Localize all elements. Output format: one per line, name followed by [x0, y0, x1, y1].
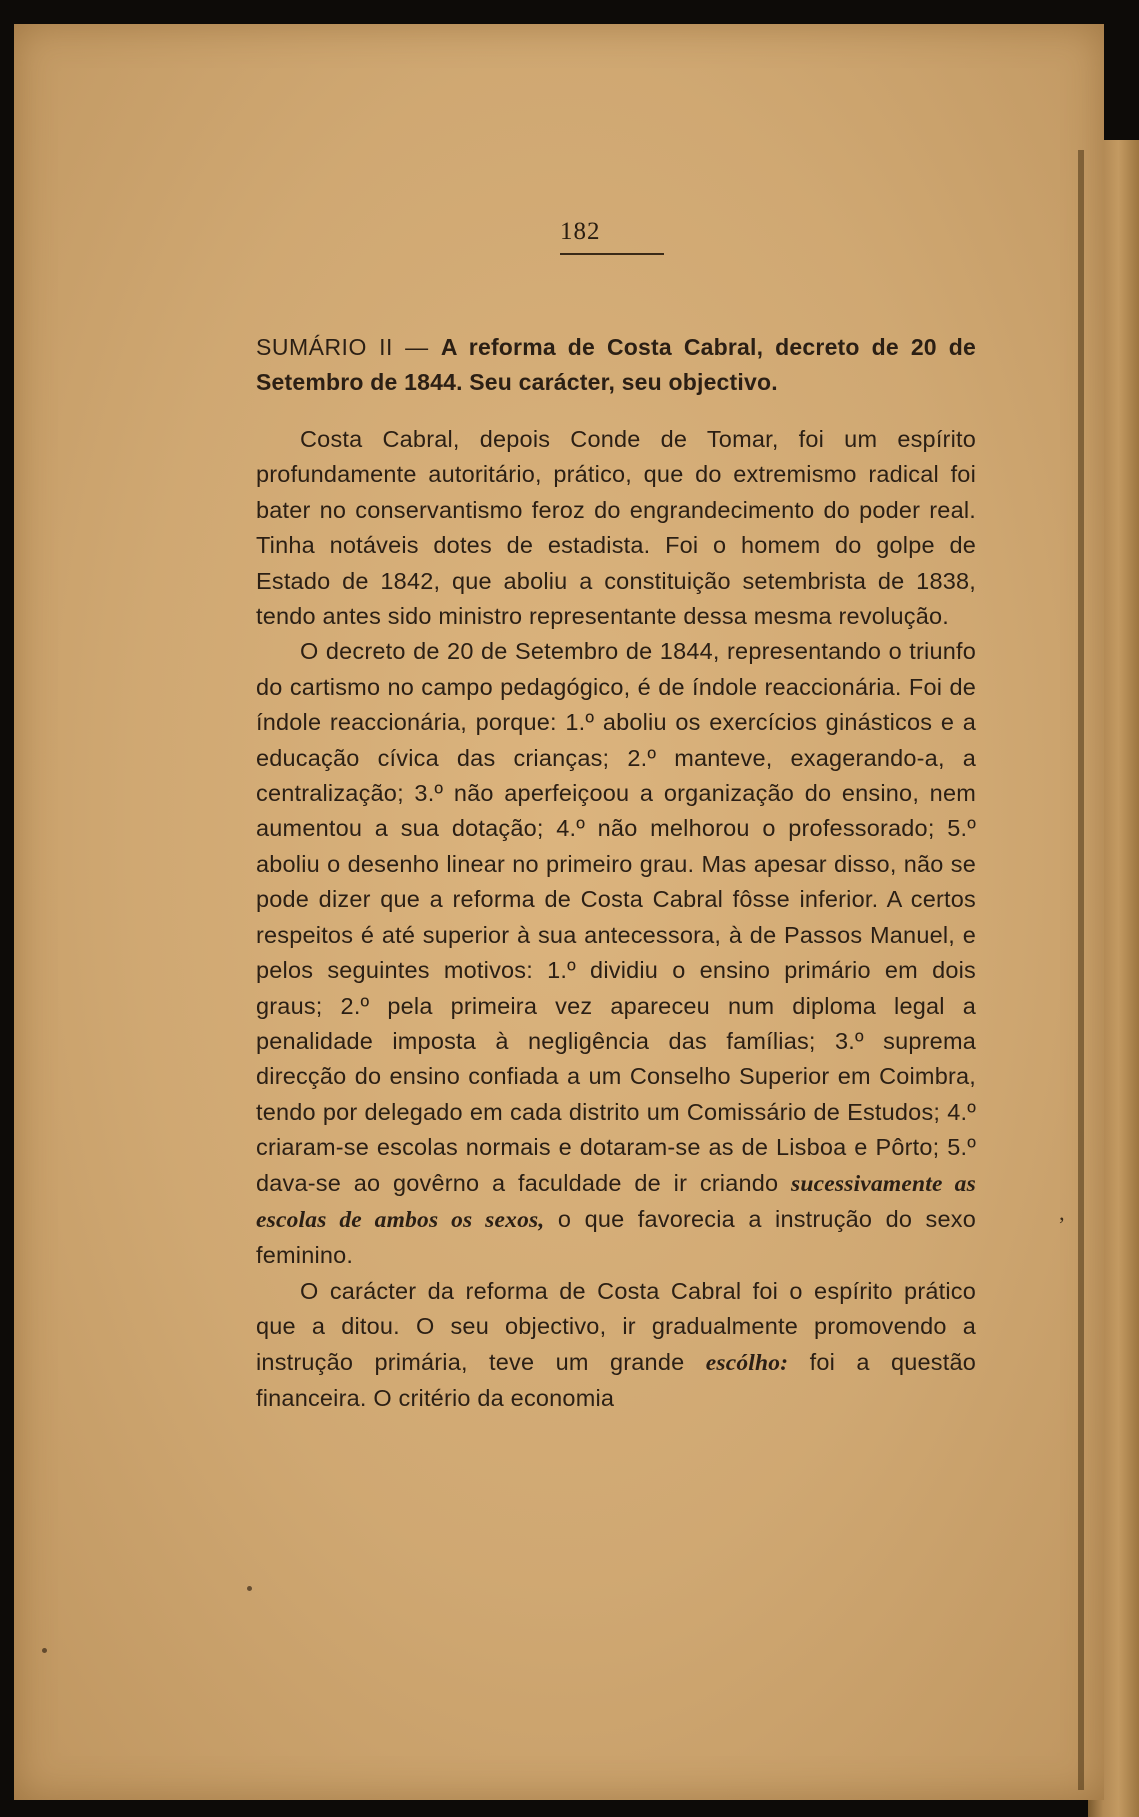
paper-speck: [42, 1648, 47, 1653]
page-body: [256, 330, 976, 1416]
paragraph-2: [256, 634, 976, 1273]
page-number-rule: [560, 253, 664, 255]
paragraph-3: [256, 1274, 976, 1417]
paragraph-2-italic: sucessivamente as escolas de ambos os sexos,: [256, 1170, 976, 1233]
paragraph-3-italic: escólho:: [705, 1349, 789, 1376]
page-number: 182: [560, 218, 601, 245]
paragraph-1: Costa Cabral, depois Conde de Tomar, foi um espírito profundamente autoritário, prático, que do extremismo radical foi bater no conservantismo feroz do engrandecimento do poder real. Tinha notáveis dotes de estadista. Foi o homem do golpe de Estado de 1842, que aboliu a constituição setembrista de 1838, tendo antes sido ministro representante dessa mesma revolução.: [256, 426, 976, 630]
summary-title: A reforma de Costa Cabral, decreto de 20 de Setembro de 1844. Seu carácter, seu objectivo.: [256, 334, 976, 395]
paragraph-3-end: foi a questão financeira. O critério da economia: [256, 1348, 976, 1411]
paper-speck: [247, 1586, 252, 1591]
margin-mark: ’: [1058, 1212, 1066, 1237]
summary-heading: [256, 330, 976, 400]
gutter-shadow: [1078, 150, 1084, 1790]
summary-label: SUMÁRIO II —: [256, 334, 441, 360]
paragraph-2-end: o que favorecia a instrução do sexo feminino.: [256, 1205, 976, 1269]
paragraph-2-text: O decreto de 20 de Setembro de 1844, representando o triunfo do cartismo no campo pedagógico, é de índole reaccionária. Foi de índole reaccionária, porque: 1.º aboliu os exercícios ginásticos e a educação cívica das crianças; 2.º manteve, exagerando-a, a centralização; 3.º não aperfeiçoou a organização do ensino, nem aumentou a sua dotação; 4.º não melhorou o professorado; 5.º aboliu o desenho linear no primeiro grau. Mas apesar disso, não se pode dizer que a reforma de Costa Cabral fôsse inferior. A certos respeitos é até superior à sua antecessora, à de Passos Manuel, e pelos seguintes motivos: 1.º dividiu o ensino primário em dois graus; 2.º pela primeira vez apareceu num diploma legal a penalidade imposta à negligência das famílias; 3.º suprema direcção do ensino confiada a um Conselho Superior em Coimbra, tendo por delegado em cada distrito um Comissário de Estudos; 4.º criaram-se escolas normais e dotaram-se as de Lisboa e Pôrto; 5.º dava-se ao govêrno a faculdade de ir criando: [256, 638, 976, 1196]
paragraph-3-text: O carácter da reforma de Costa Cabral foi o espírito prático que a ditou. O seu objectivo, ir gradualmente promovendo a instrução primária, teve um grande: [256, 1277, 976, 1375]
